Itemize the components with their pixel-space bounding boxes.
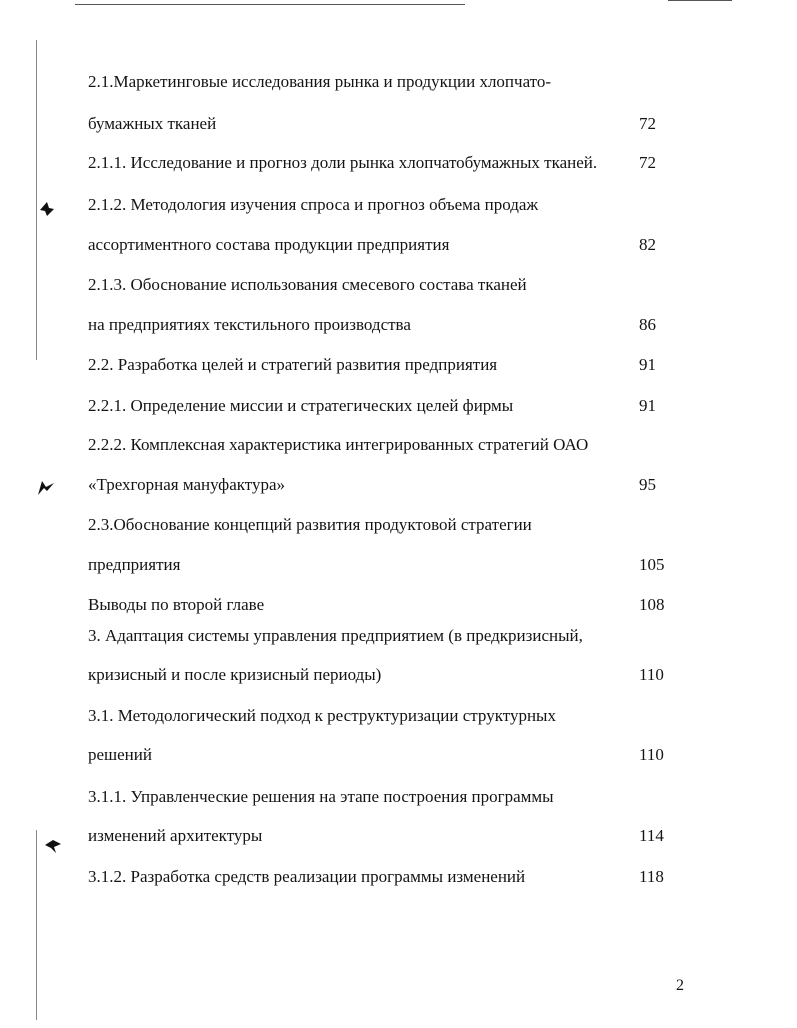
toc-page-number: 105 <box>639 555 665 574</box>
hole-punch-mark-2 <box>36 478 56 496</box>
toc-line: ассортиментного состава продукции предприятия <box>88 235 450 254</box>
scan-left-margin-line-lower <box>36 830 37 1020</box>
toc-page-number: 91 <box>639 396 656 415</box>
toc-line: 2.1.1. Исследование и прогноз доли рынка хлопчатобумажных тканей. <box>88 153 598 172</box>
scan-top-rule-right <box>668 0 732 1</box>
toc-page-number: 114 <box>639 826 664 845</box>
toc-page-number: 91 <box>639 355 656 374</box>
toc-line: 2.3.Обоснование концепций развития продуктовой стратегии <box>88 515 532 534</box>
toc-line: 2.1.Маркетинговые исследования рынка и продукции хлопчато- <box>88 72 552 91</box>
toc-page-number: 108 <box>639 595 665 614</box>
toc-line: на предприятиях текстильного производства <box>88 315 411 334</box>
toc-page-number: 118 <box>639 867 664 886</box>
toc-line: 3.1. Методологический подход к реструктуризации структурных <box>88 706 556 725</box>
toc-line: 2.1.2. Методология изучения спроса и прогноз объема продаж <box>88 195 539 214</box>
hole-punch-mark-1 <box>38 200 56 218</box>
toc-line: Выводы по второй главе <box>88 595 265 614</box>
toc-page-number: 82 <box>639 235 656 254</box>
toc-page-number: 72 <box>639 153 656 172</box>
toc-line: изменений архитектуры <box>88 826 263 845</box>
toc-page-number: 72 <box>639 114 656 133</box>
toc-line: кризисный и после кризисный периоды) <box>88 665 382 684</box>
toc-line: «Трехгорная мануфактура» <box>88 475 286 494</box>
toc-line: решений <box>88 745 152 764</box>
toc-line: бумажных тканей <box>88 114 217 133</box>
toc-page-number: 110 <box>639 745 664 764</box>
scan-left-margin-line <box>36 40 37 360</box>
toc-line: 3. Адаптация системы управления предприятием (в предкризисный, <box>88 626 583 645</box>
toc-line: 2.2. Разработка целей и стратегий развития предприятия <box>88 355 498 374</box>
toc-page-number: 110 <box>639 665 664 684</box>
toc-line: 2.2.1. Определение миссии и стратегических целей фирмы <box>88 396 514 415</box>
toc-page-number: 95 <box>639 475 656 494</box>
toc-line: 2.1.3. Обоснование использования смесевого состава тканей <box>88 275 527 294</box>
page-number: 2 <box>676 977 684 994</box>
hole-punch-mark-3 <box>44 838 62 854</box>
toc-line: 3.1.2. Разработка средств реализации программы изменений <box>88 867 526 886</box>
toc-line: предприятия <box>88 555 181 574</box>
toc-page-number: 86 <box>639 315 656 334</box>
scan-top-rule <box>75 4 465 5</box>
toc-line: 2.2.2. Комплексная характеристика интегрированных стратегий ОАО <box>88 435 589 454</box>
toc-line: 3.1.1. Управленческие решения на этапе построения программы <box>88 787 554 806</box>
